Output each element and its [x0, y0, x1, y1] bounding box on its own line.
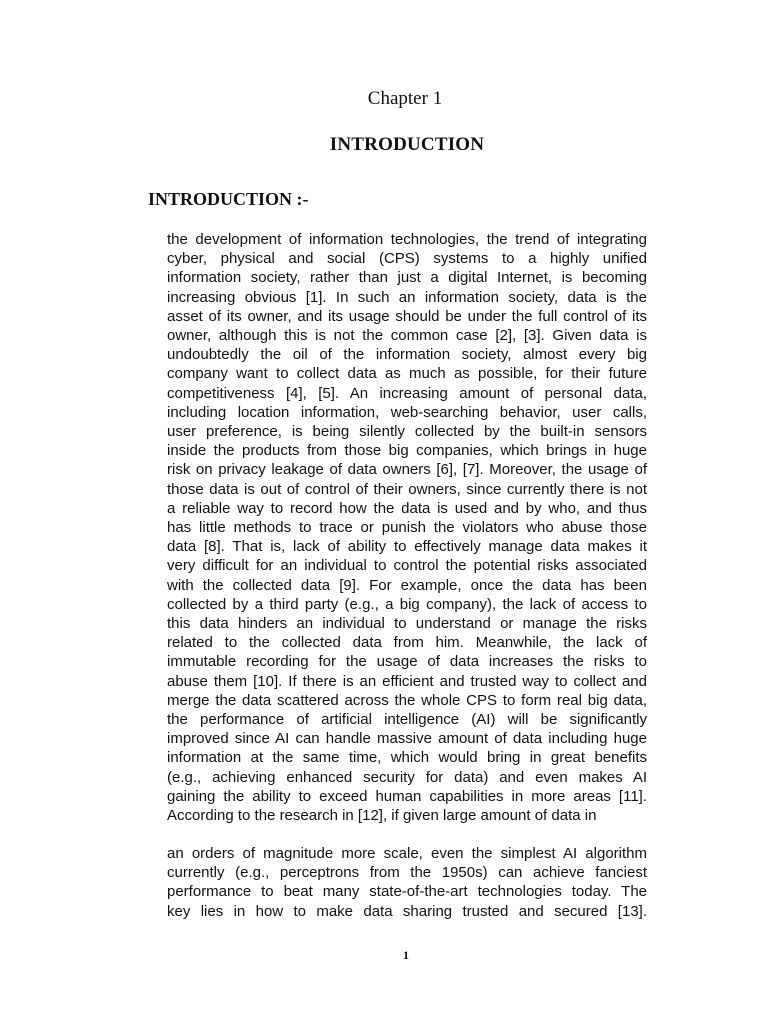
- text-line: risk on privacy leakage of data owners [6], [7]. Moreover, the usage of: [167, 461, 647, 479]
- text-line: those data is out of control of their owners, since currently there is not: [167, 480, 647, 498]
- text-line: key lies in how to make data sharing trusted and secured [13].: [167, 902, 647, 920]
- text-line: increasing obvious [1]. In such an information society, data is the: [167, 288, 647, 306]
- text-line: the development of information technologies, the trend of integrating: [167, 231, 647, 248]
- text-line: collected by a third party (e.g., a big company), the lack of access to: [167, 595, 647, 613]
- page-number: 1: [403, 948, 409, 962]
- chapter-label: Chapter 1: [367, 88, 443, 109]
- text-line: undoubtedly the oil of the information society, almost every big: [167, 346, 647, 364]
- text-line: has little methods to trace or punish the violators who abuse those: [167, 519, 647, 537]
- text-line: gaining the ability to exceed human capabilities in more areas [11].: [167, 787, 647, 805]
- text-line: an orders of magnitude more scale, even the simplest AI algorithm: [167, 845, 647, 862]
- chapter-title: INTRODUCTION: [329, 134, 485, 155]
- text-line: company want to collect data as much as possible, for their future: [167, 365, 647, 383]
- text-line: According to the research in [12], if given large amount of data in: [167, 807, 597, 825]
- text-line: asset of its owner, and its usage should be under the full control of its: [167, 307, 647, 325]
- text-line: inside the products from those big companies, which brings in huge: [167, 442, 647, 460]
- text-line: this data hinders an individual to understand or manage the risks: [167, 615, 647, 633]
- text-line: a reliable way to record how the data is used and by who, and thus: [167, 499, 647, 517]
- text-line: information society, rather than just a digital Internet, is becoming: [167, 269, 647, 287]
- section-heading: INTRODUCTION :-: [148, 189, 309, 209]
- text-line: currently (e.g., perceptrons from the 1950s) can achieve fanciest: [167, 864, 647, 882]
- text-line: with the collected data [9]. For example, once the data has been: [167, 576, 647, 594]
- text-line: user preference, is being silently collected by the built-in sensors: [167, 423, 647, 441]
- text-line: (e.g., achieving enhanced security for data) and even makes AI: [167, 768, 647, 786]
- text-line: merge the data scattered across the whole CPS to form real big data,: [167, 691, 647, 709]
- text-line: competitiveness [4], [5]. An increasing amount of personal data,: [167, 384, 647, 402]
- text-line: including location information, web-searching behavior, user calls,: [167, 403, 647, 421]
- text-line: data [8]. That is, lack of ability to effectively manage data makes it: [167, 538, 647, 556]
- introduction-paragraph-1: [167, 230, 647, 825]
- text-line: information at the same time, which would bring in great benefits: [167, 749, 647, 767]
- text-line: performance to beat many state-of-the-art technologies today. The: [167, 883, 647, 901]
- text-line: abuse them [10]. If there is an efficient and trusted way to collect and: [167, 672, 647, 690]
- text-line: very difficult for an individual to control the potential risks associated: [167, 557, 647, 575]
- text-line: the performance of artificial intelligence (AI) will be significantly: [167, 711, 647, 729]
- text-line: improved since AI can handle massive amount of data including huge: [167, 730, 647, 748]
- text-line: immutable recording for the usage of data increases the risks to: [167, 653, 647, 671]
- introduction-paragraph-2: [167, 844, 647, 921]
- text-line: cyber, physical and social (CPS) systems to a highly unified: [167, 250, 647, 268]
- text-line: related to the collected data from him. Meanwhile, the lack of: [167, 634, 647, 652]
- text-line: owner, although this is not the common case [2], [3]. Given data is: [167, 327, 647, 345]
